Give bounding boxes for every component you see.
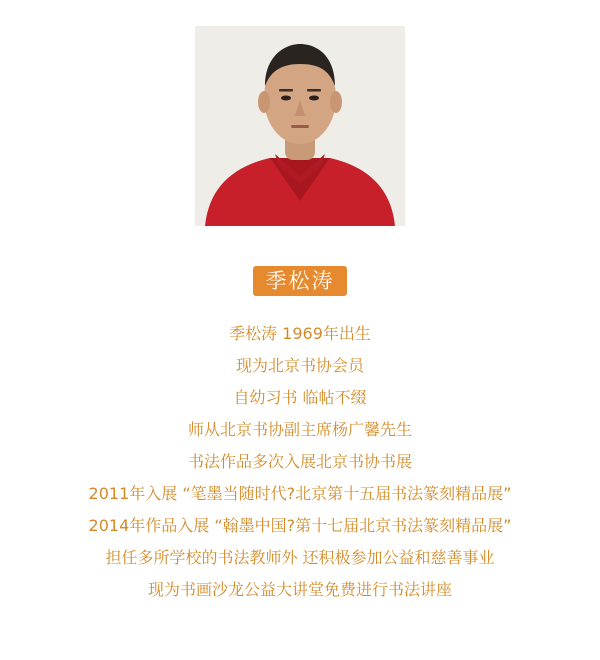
- bio-line: 现为北京书协会员: [235, 356, 364, 375]
- bio-line: 自幼习书 临帖不缀: [233, 388, 367, 407]
- biography-list: [0, 318, 600, 606]
- name-badge: 季松涛: [253, 266, 347, 296]
- bio-line: 季松涛 1969年出生: [229, 324, 371, 343]
- bio-line: 担任多所学校的书法教师外 还积极参加公益和慈善事业: [105, 548, 495, 567]
- bio-line: 2011年入展 “笔墨当随时代?北京第十五届书法篆刻精品展”: [88, 484, 512, 503]
- bio-line: 2014年作品入展 “翰墨中国?第十七届北京书法篆刻精品展”: [88, 516, 512, 535]
- bio-line: 书法作品多次入展北京书协书展: [187, 452, 412, 471]
- portrait-photo: [195, 26, 405, 226]
- portrait-illustration: [195, 26, 405, 226]
- bio-line: 师从北京书协副主席杨广馨先生: [187, 420, 412, 439]
- bio-line: 现为书画沙龙公益大讲堂免费进行书法讲座: [147, 580, 452, 599]
